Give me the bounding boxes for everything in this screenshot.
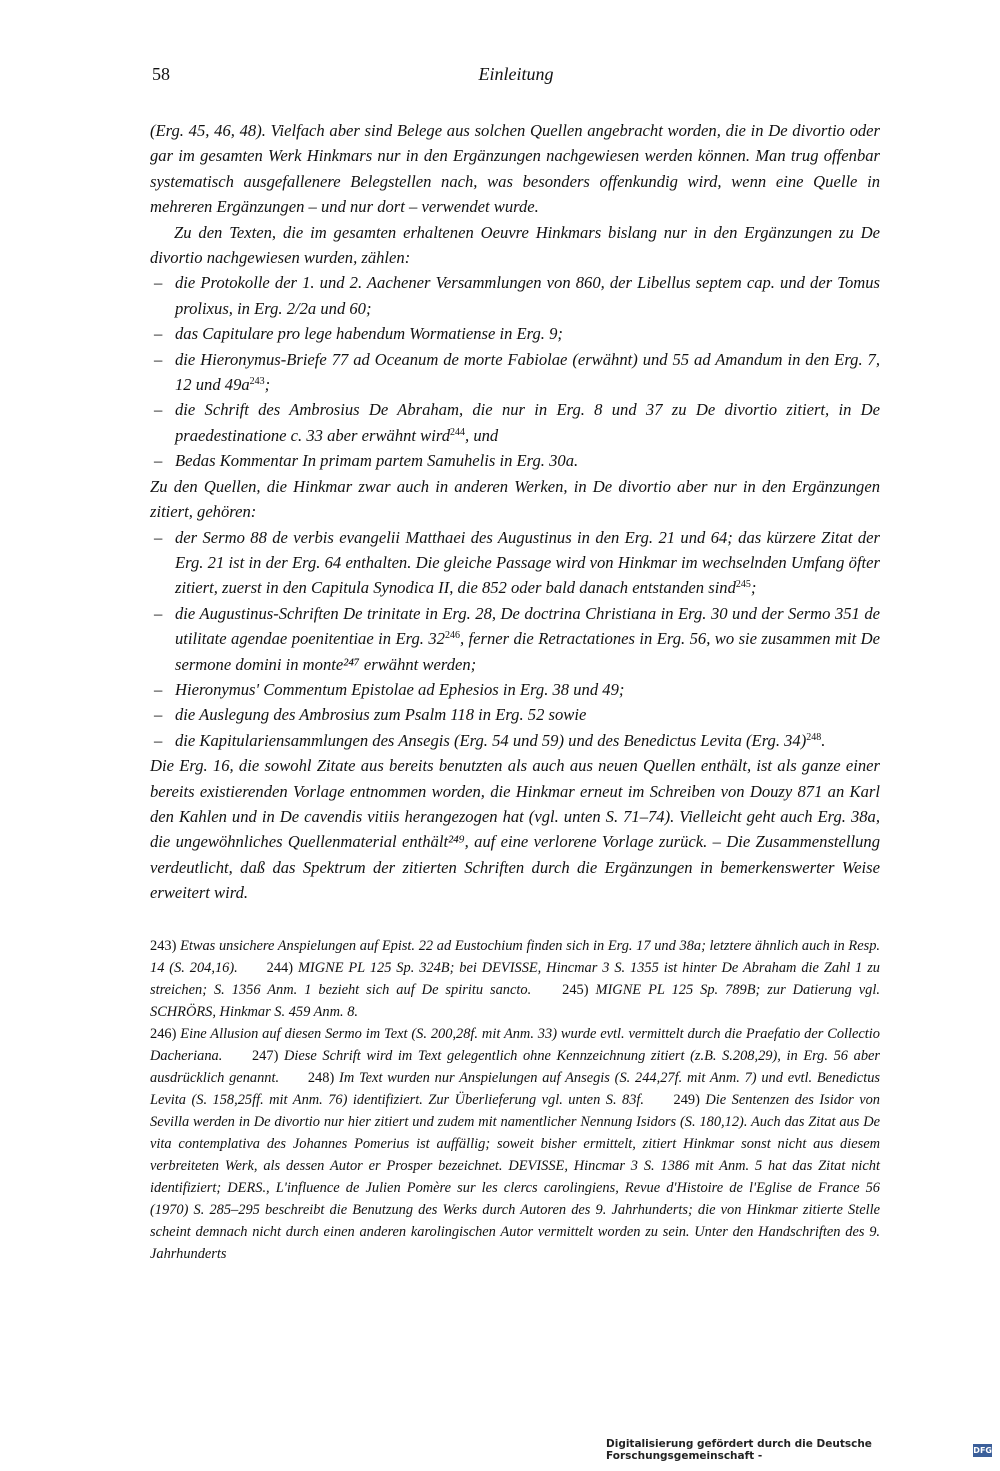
footnote: 246) Eine Allusion auf diesen Sermo im Text (S. 200,28f. mit Anm. 33) wurde evtl. vermittelt durch die Praefatio der Collectio Dacheriana. <box>150 1026 880 1064</box>
texts-list <box>150 270 880 473</box>
sources-list <box>150 525 880 754</box>
footnote: 245) MIGNE PL 125 Sp. 789B; zur Datierung vgl. SCHRÖRS, Hinkmar S. 459 Anm. 8. <box>150 982 880 1020</box>
list-item: – der Sermo 88 de verbis evangelii Matthaei des Augustinus in den Erg. 21 und 64; das kürzere Zitat der Erg. 21 ist in der Erg. 64 enthalten. Die gleiche Passage wird von Hinkmar im wechselnden Umfang öfter zitiert, zuerst in den Capitula Synodica II, die 852 oder bald danach entstanden sind$^{245}$; <box>150 525 880 601</box>
footnote: 243) Etwas unsichere Anspielungen auf Epist. 22 ad Eustochium finden sich in Erg. 17 und 38a; letztere ähnlich auch in Resp. 14 (S. 204,16). <box>150 938 880 976</box>
footnote: 244) MIGNE PL 125 Sp. 324B; bei DEVISSE, Hincmar 3 S. 1355 ist hinter De Abraham die Zahl 1 zu streichen; S. 1356 Anm. 1 bezieht sich auf De spiritu sancto. <box>150 960 880 998</box>
list-item: – die Hieronymus-Briefe 77 ad Oceanum de morte Fabiolae (erwähnt) und 55 ad Amandum in den Erg. 7, 12 und $49a^{243}$; <box>150 347 880 398</box>
list-item: – die Schrift des Ambrosius De Abraham, die nur in Erg. 8 und 37 zu De divortio zitiert, in De praedestinatione c. 33 aber erwähnt wird$^{244}$, und <box>150 397 880 448</box>
list-item: – die Kapitulariensammlungen des Ansegis (Erg. 54 und 59) und des Benedictus Levita (Erg. 34)$^{248}$. <box>150 728 880 753</box>
footnote-ref[interactable]: 246 <box>444 630 460 642</box>
footnote: 249) Die Sentenzen des Isidor von Sevilla werden in De divortio nur hier zitiert und zudem mit namentlicher Nennung Isidors (S. 180,12). Auch das Zitat aus De vita contemplativa des Johannes Pomerius ist auffällig; soweit bisher ermittelt, zitiert Hinkmar sonst nicht aus diesem verbreiteten Werk, als dessen Autor er Prosper bezeichnet. DEVISSE, Hincmar 3 S. 1386 mit Anm. 5 hat das Zitat nicht identifiziert; DERS., L'influence de Julien Pomère sur les clercs carolingiens, Revue d'Histoire de l'Eglise de France 56 (1970) S. 285–295 beschreibt die Benutzung des Werks durch Autoren des 9. Jahrhunderts; die von Hinkmar zitierte Stelle scheint demnach nicht durch einen anderen karolingischen Autor vermittelt worden zu sein. Unter den Handschriften des 9. Jahrhunderts <box>150 1092 880 1262</box>
running-title: Einleitung <box>478 64 554 84</box>
footnote-ref[interactable]: 244 <box>450 426 466 438</box>
footnote: 247) Diese Schrift wird im Text gelegentlich ohne Kennzeichnung zitiert (z.B. S.208,29), in Erg. 56 aber ausdrücklich genannt. <box>150 1048 880 1086</box>
paragraph: Die Erg. 16, die sowohl Zitate aus bereits benutzten als auch aus neuen Quellen enthält, ist als ganze einer bereits existierenden Vorlage entnommen worden, die Hinkmar erneut im Schreiben von Douzy 871 an Karl den Kahlen und in De cavendis vitiis herangezogen hat (vgl. unten S. 71–74). Vielleicht geht auch Erg. 38a, die ungewöhnliches Quellenmaterial enthält²⁴⁹, auf eine verlorene Vorlage zurück. – Die Zusammenstellung verdeutlicht, daß das Spektrum der zitierten Schriften durch die Ergänzungen in bemerkenswerter Weise erweitert wird. <box>150 756 880 903</box>
footnote-ref[interactable]: 243 <box>249 376 265 388</box>
list-item: – Hieronymus' Commentum Epistolae ad Ephesios in Erg. 38 und 49; <box>150 677 880 702</box>
digitization-footer <box>606 1440 992 1460</box>
list-item: – die Auslegung des Ambrosius zum Psalm 118 in Erg. 52 sowie <box>150 702 880 727</box>
main-text <box>150 118 880 906</box>
paragraph: Zu den Quellen, die Hinkmar zwar auch in anderen Werken, in De divortio aber nur in den Ergänzungen zitiert, gehören: <box>150 476 880 522</box>
footnote-ref[interactable]: 245 <box>735 579 751 591</box>
page-header <box>152 64 880 96</box>
list-item: – das Capitulare pro lege habendum Wormatiense in Erg. 9; <box>150 321 880 346</box>
paragraph: (Erg. 45, 46, 48). Vielfach aber sind Belege aus solchen Quellen angebracht worden, die in De divortio oder gar im gesamten Werk Hinkmars nur in den Ergänzungen nachgewiesen werden können. Man trug offenbar systematisch ausgefallenere Belegstellen nach, was besonders offenkundig wird, wenn eine Quelle in mehreren Ergänzungen – und nur dort – verwendet wurde. <box>150 121 880 217</box>
list-item: – Bedas Kommentar In primam partem Samuhelis in Erg. 30a. <box>150 448 880 473</box>
dfg-logo: DFG <box>973 1445 992 1455</box>
list-item: – die Augustinus-Schriften De trinitate in Erg. 28, De doctrina Christiana in Erg. 30 und der Sermo 351 de utilitate agendae poenitentiae in Erg. $32^{246}$, ferner die Retractationes in Erg. 56, wo sie zusammen mit De sermone domini in monte²⁴⁷ erwähnt werden; <box>150 601 880 677</box>
footnote-ref[interactable]: 248 <box>806 731 822 743</box>
list-item: – die Protokolle der 1. und 2. Aachener Versammlungen von 860, der Libellus septem cap. und der Tomus prolixus, in Erg. 2/2a und 60; <box>150 270 880 321</box>
footnote: 248) Im Text wurden nur Anspielungen auf Ansegis (S. 244,27f. mit Anm. 7) und evtl. Benedictus Levita (S. 158,25ff. mit Anm. 76) identifiziert. Zur Überlieferung vgl. unten S. 83f. <box>150 1070 880 1108</box>
page-number: 58 <box>152 64 170 84</box>
footnotes <box>150 935 880 1265</box>
paragraph: Zu den Texten, die im gesamten erhaltenen Oeuvre Hinkmars bislang nur in den Ergänzungen zu De divortio nachgewiesen wurden, zählen: <box>150 222 880 268</box>
footer-text: Digitalisierung gefördert durch die Deutsche Forschungsgemeinschaft - <box>606 1438 872 1462</box>
